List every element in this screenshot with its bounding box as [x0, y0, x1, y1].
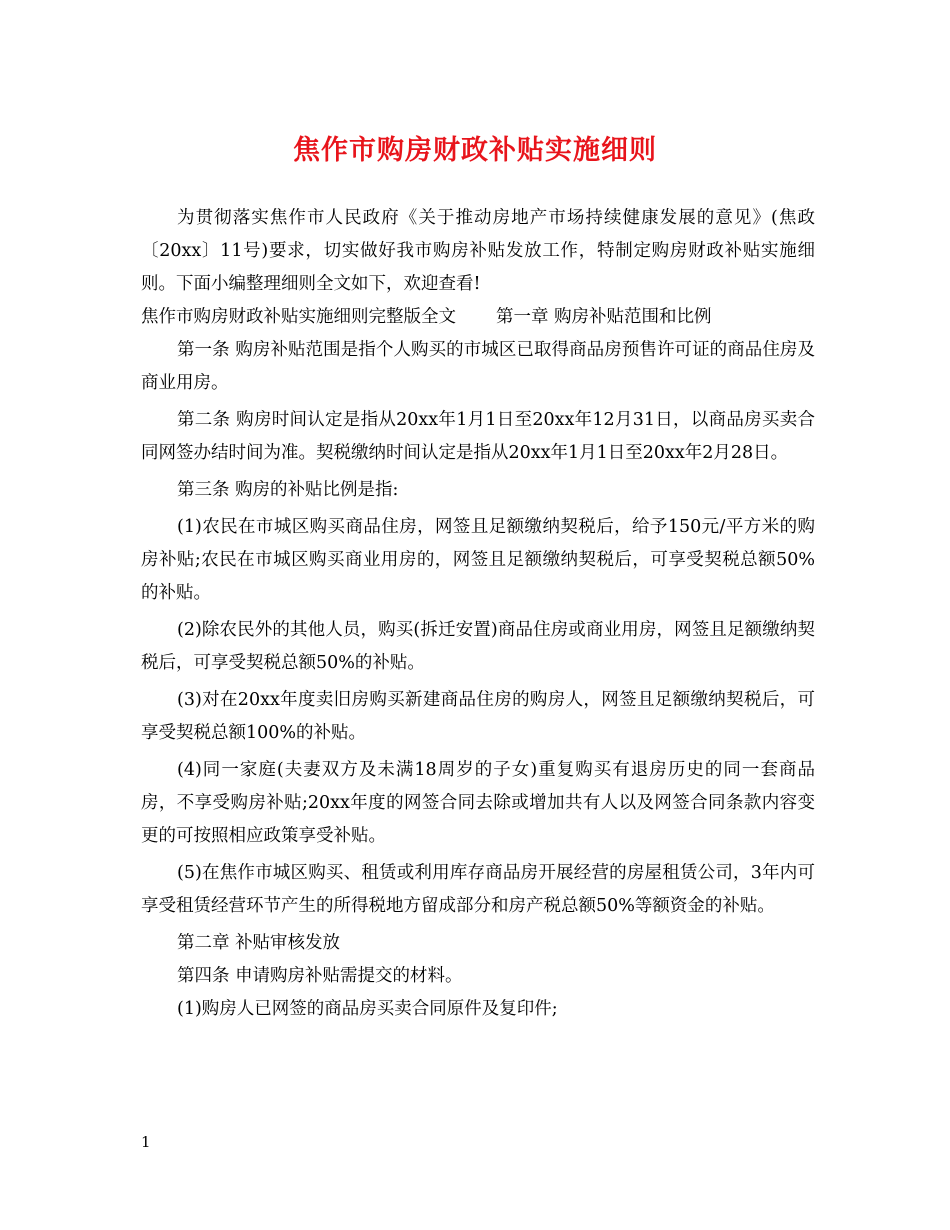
- article-3-item-4: (4)同一家庭(夫妻双方及未满18周岁的子女)重复购买有退房历史的同一套商品房，不享受购房补贴;20xx年度的网签合同去除或增加共有人以及网签合同条款内容变更的可按照相应政策享受补贴。: [141, 760, 815, 846]
- article-2: 第二条 购房时间认定是指从20xx年1月1日至20xx年12月31日，以商品房买卖合同网签办结时间为准。契税缴纳时间认定是指从20xx年1月1日至20xx年2月28日。: [141, 410, 815, 463]
- article-3-item-2: (2)除农民外的其他人员，购买(拆迁安置)商品住房或商业用房，网签且足额缴纳契税后，可享受契税总额50%的补贴。: [141, 620, 815, 673]
- article-4: 第四条 申请购房补贴需提交的材料。: [177, 966, 463, 986]
- article-3: 第三条 购房的补贴比例是指:: [177, 480, 399, 500]
- subheading-line: [141, 301, 815, 334]
- article-3-item-5: (5)在焦作市城区购买、租赁或利用库存商品房开展经营的房屋租赁公司，3年内可享受租赁经营环节产生的所得税地方留成部分和房产税总额50%等额资金的补贴。: [141, 863, 815, 916]
- fulltext-heading: 焦作市购房财政补贴实施细则完整版全文: [141, 307, 456, 327]
- page-number: 1: [141, 1133, 151, 1151]
- article-1: 第一条 购房补贴范围是指个人购买的市城区已取得商品房预售许可证的商品住房及商业用房。: [141, 340, 815, 393]
- chapter-two-heading: 第二章 补贴审核发放: [177, 933, 341, 953]
- article-3-item-3: (3)对在20xx年度卖旧房购买新建商品住房的购房人，网签且足额缴纳契税后，可享受契税总额100%的补贴。: [141, 690, 815, 743]
- document-body: [141, 202, 815, 1026]
- article-4-item-1: (1)购房人已网签的商品房买卖合同原件及复印件;: [177, 999, 558, 1019]
- document-title: 焦作市购房财政补贴实施细则: [293, 135, 657, 166]
- intro-paragraph: 为贯彻落实焦作市人民政府《关于推动房地产市场持续健康发展的意见》(焦政〔20xx〕11号)要求，切实做好我市购房补贴发放工作，特制定购房财政补贴实施细则。下面小编整理细则全文如下，欢迎查看!: [141, 208, 815, 294]
- chapter-one-heading: 第一章 购房补贴范围和比例: [496, 307, 712, 327]
- article-3-item-1: (1)农民在市城区购买商品住房，网签且足额缴纳契税后，给予150元/平方米的购房补贴;农民在市城区购买商业用房的，网签且足额缴纳契税后，可享受契税总额50%的补贴。: [141, 517, 815, 603]
